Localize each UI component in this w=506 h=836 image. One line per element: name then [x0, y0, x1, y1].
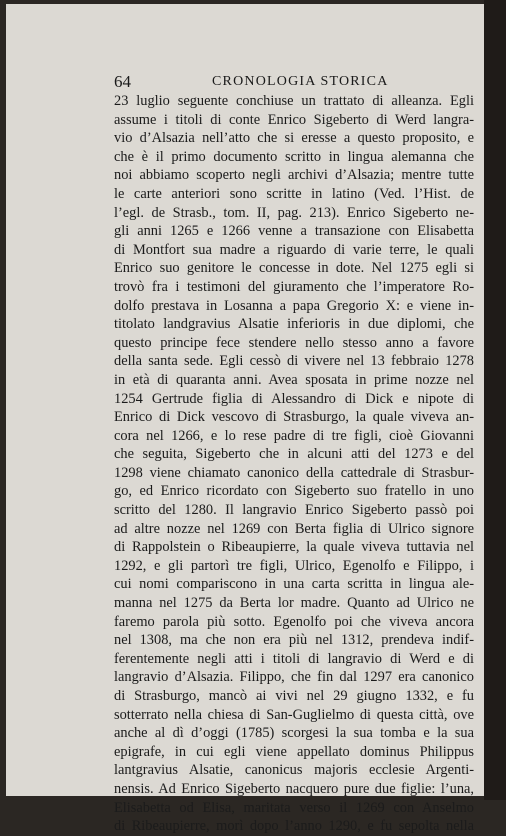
book-spine-shadow	[484, 0, 506, 800]
text-line: sotterrato nella chiesa di San-Guglielmo di questa città, ove	[114, 706, 474, 723]
text-line: nensis. Ad Enrico Sigeberto nacquero pure due figlie: l’una,	[114, 780, 474, 797]
text-line: nel 1308, ma che non era più nel 1312, prendeva indif-	[114, 632, 474, 649]
text-line: Enrico di Dick vescovo di Strasburgo, la quale viveva an-	[114, 409, 474, 426]
text-line: langravio d’Alsazia. Filippo, che fin dal 1297 era canonico	[114, 669, 474, 686]
text-line: in età di quaranta anni. Avea sposata in prime nozze nel	[114, 371, 474, 388]
text-line: le carte anteriori sono scritte in latino (Ved. l’Hist. de	[114, 185, 474, 202]
text-line: manna nel 1275 da Berta lor madre. Quanto ad Ulrico ne	[114, 595, 474, 612]
text-line: ad altre nozze nel 1269 con Berta figlia di Ulrico signore	[114, 520, 474, 537]
text-line: ferentemente negli atti i titoli di langravio di Werd e di	[114, 650, 474, 667]
text-line: l’egl. de Strasb., tom. II, pag. 213). Enrico Sigeberto ne-	[114, 204, 474, 221]
text-line: assume i titoli di conte Enrico Sigeberto di Werd langra-	[114, 111, 474, 128]
text-line: di Montfort sua madre a riguardo di varie terre, le quali	[114, 241, 474, 258]
text-line: faremo parola più sotto. Egenolfo poi che viveva ancora	[114, 613, 474, 630]
text-line: trovò fra i testimoni del giuramento che l’imperatore Ro-	[114, 278, 474, 295]
text-line: cui nomi compariscono in una carta scritta in lingua ale-	[114, 576, 474, 593]
text-line: Elisabetta od Elisa, maritata verso il 1269 con Anselmo	[114, 799, 474, 816]
body-text	[114, 92, 474, 836]
text-line: 1298 viene chiamato canonico della cattedrale di Strasbur-	[114, 464, 474, 481]
text-line: titolato landgravius Alsatie inferioris in due diplomi, che	[114, 316, 474, 333]
text-line: 1292, e gli partorì tre figli, Ulrico, Egenolfo e Filippo, i	[114, 557, 474, 574]
text-line: della santa sede. Egli cessò di vivere nel 13 febbraio 1278	[114, 353, 474, 370]
text-line: Enrico suo genitore le concesse in dote. Nel 1275 egli si	[114, 260, 474, 277]
text-line: scritto del 1280. Il langravio Enrico Sigeberto passò poi	[114, 502, 474, 519]
text-line: anche al dì d’oggi (1785) scorgesi la sua tomba e la sua	[114, 725, 474, 742]
text-line: che seguita, Sigeberto che in alcuni atti del 1273 e del	[114, 446, 474, 463]
page-header	[114, 72, 474, 92]
text-line: epigrafe, in cui egli viene appellato dominus Philippus	[114, 743, 474, 760]
text-line: questo principe fece stendere nello stesso anno a favore	[114, 334, 474, 351]
text-line: 23 luglio seguente conchiuse un trattato di alleanza. Egli	[114, 93, 474, 109]
page-number: 64	[114, 72, 131, 91]
text-line: gli anni 1265 e 1266 venne a transazione con Elisabetta	[114, 223, 474, 240]
text-line: noi abbiamo scoperto negli archivi d’Alsazia; mentre tutte	[114, 167, 474, 184]
text-line: cora nel 1266, e lo rese padre di tre figli, cioè Giovanni	[114, 427, 474, 444]
text-line: di Strasburgo, mancò ai vivi nel 29 giugno 1332, e fu	[114, 688, 474, 704]
text-line: dolfo prestava in Losanna a papa Gregorio X: e viene in-	[114, 297, 474, 314]
text-line: che è il primo documento scritto in lingua alemanna che	[114, 148, 474, 165]
text-line: lantgravius Alsatie, canonicus majoris ecclesie Argenti-	[114, 762, 474, 779]
text-line: di Rappolstein o Ribeaupierre, la quale viveva tuttavia nel	[114, 539, 474, 556]
text-line: di Ribeaupierre, morì dopo l’anno 1290, e fu sepolta nella	[114, 818, 474, 835]
text-line: go, ed Enrico ricordato con Sigeberto suo fratello in uno	[114, 483, 474, 500]
running-title: CRONOLOGIA STORICA	[212, 74, 389, 89]
text-line: 1254 Gertrude figlia di Alessandro di Dick e nipote di	[114, 390, 474, 407]
text-line: vio d’Alsazia nell’atto che si eresse a questo proposito, e	[114, 130, 474, 147]
